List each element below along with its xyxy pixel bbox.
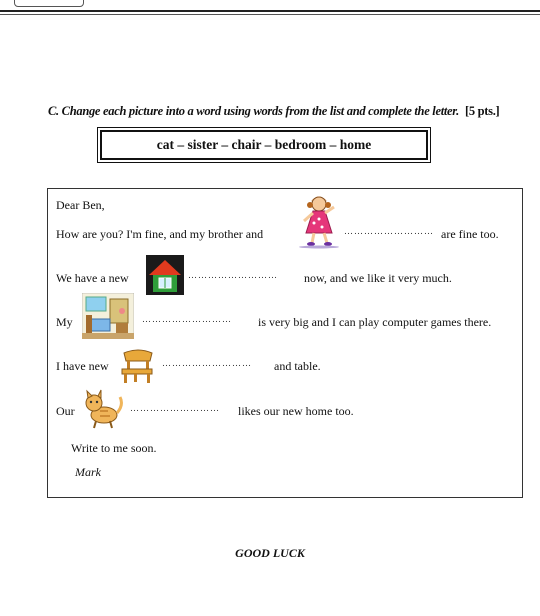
letter-line-1-end: are fine too.: [441, 227, 499, 241]
letter-line-3-end: is very big and I can play computer games there.: [258, 315, 492, 329]
blank-dots: ………………………: [162, 358, 252, 368]
bedroom-picture-icon: [82, 293, 134, 339]
letter-blank-1: [344, 225, 434, 240]
letter-line-4-start: I have new: [56, 359, 109, 373]
blank-dots: ………………………: [188, 270, 278, 280]
letter-line-5-end: likes our new home too.: [238, 404, 354, 418]
letter-blank-4: [162, 357, 252, 372]
question-text: C. Change each picture into a word using words from the list and complete the letter.: [48, 104, 460, 118]
cat-picture-icon: [82, 389, 124, 429]
letter-closing: Write to me soon.: [71, 441, 157, 455]
question-instruction: [48, 104, 528, 119]
house-picture-icon: [146, 255, 184, 295]
letter-blank-2: [188, 269, 278, 284]
letter-line-2-end: now, and we like it very much.: [304, 271, 452, 285]
word-list: cat – sister – chair – bedroom – home: [156, 137, 372, 152]
letter-line-5-start: Our: [56, 404, 75, 418]
letter-blank-5: [130, 402, 220, 417]
header-rule: [0, 10, 540, 12]
header-rule-thin: [0, 14, 540, 15]
letter-box: [47, 188, 523, 498]
chair-picture-icon: [120, 349, 156, 383]
letter-blank-3: [142, 313, 232, 328]
blank-dots: ………………………: [142, 314, 232, 324]
blank-dots: ………………………: [344, 226, 434, 236]
blank-dots: ………………………: [130, 403, 220, 413]
letter-line-3-start: My: [56, 315, 73, 329]
letter-line-1-start: How are you? I'm fine, and my brother and: [56, 227, 264, 241]
question-points: [5 pts.]: [465, 104, 500, 118]
letter-line-4-end: and table.: [274, 359, 321, 373]
word-list-box: [100, 130, 428, 160]
letter-signature: Mark: [75, 465, 101, 479]
girl-picture-icon: [296, 193, 342, 249]
header-tab: [14, 0, 84, 7]
letter-line-2-start: We have a new: [56, 271, 129, 285]
letter-greeting: Dear Ben,: [56, 198, 105, 212]
footer-good-luck: GOOD LUCK: [235, 546, 305, 560]
